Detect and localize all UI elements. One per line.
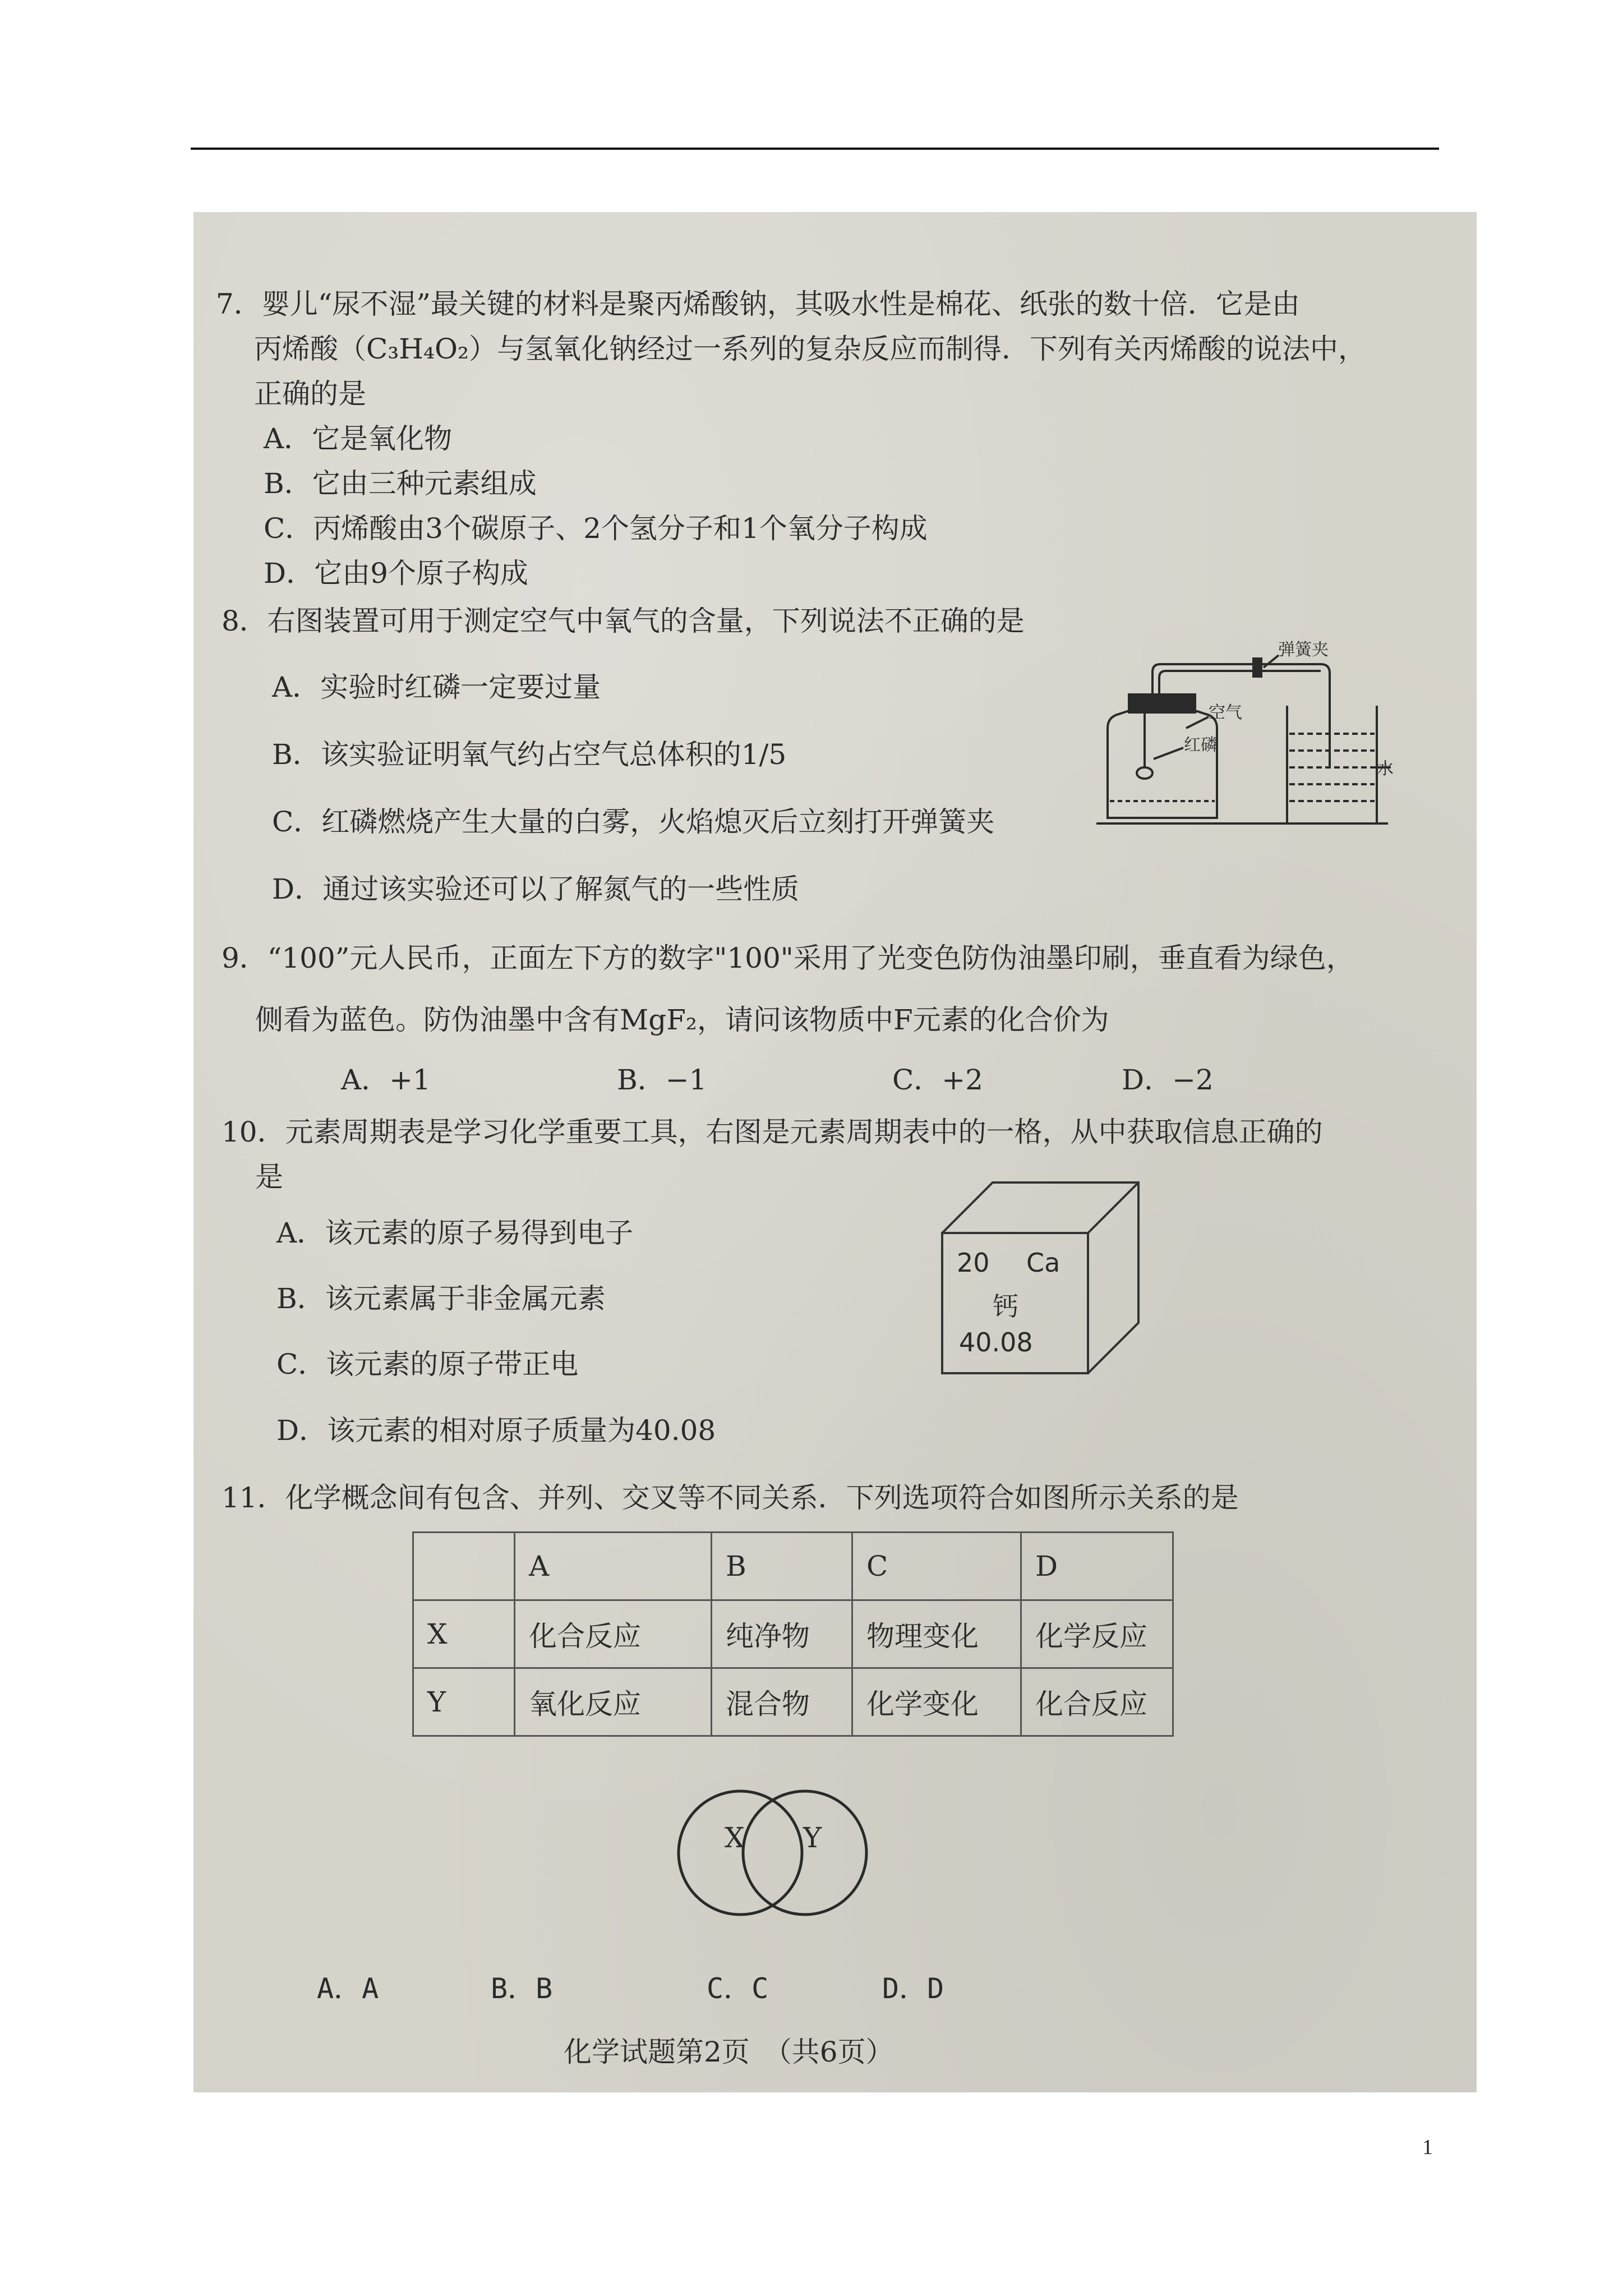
q11-options (193, 1971, 1477, 2007)
figure-label-clip: 弹簧夹 (1278, 640, 1329, 660)
scanned-exam-page (193, 212, 1477, 2092)
q10-option-d: D．该元素的相对原子质量为40.08 (276, 1414, 716, 1447)
q8-option-c: C．红磷燃烧产生大量的白雾，火焰熄灭后立刻打开弹簧夹 (272, 806, 995, 838)
q10-option-a: A．该元素的原子易得到电子 (276, 1217, 634, 1249)
figure-label-water: 水 (1377, 759, 1394, 779)
relation-table (412, 1531, 1174, 1737)
element-name: 钙 (993, 1291, 1018, 1322)
q7-line3: 正确的是 (254, 378, 366, 410)
venn-label-x: X (725, 1821, 745, 1854)
q8-option-b: B．该实验证明氧气约占空气总体积的1/5 (272, 738, 787, 771)
table-cell: 物理变化 (852, 1600, 1021, 1668)
page-number: 1 (1422, 2136, 1433, 2159)
figure-label-air: 空气 (1209, 703, 1242, 723)
figure-label-phosphorus: 红磷 (1184, 735, 1218, 755)
table-header: C (852, 1533, 1021, 1600)
q10-option-c: C．该元素的原子带正电 (276, 1348, 579, 1381)
venn-label-y: Y (803, 1821, 822, 1854)
q11-option-b: B．B (491, 1972, 553, 2005)
table-cell (413, 1533, 515, 1600)
q9-option-a: A．+1 (341, 1064, 431, 1096)
q7-option-b: B．它由三种元素组成 (264, 467, 537, 500)
q9-option-d: D．−2 (1122, 1064, 1214, 1096)
q7-line2: 丙烯酸（C₃H₄O₂）与氢氧化钠经过一系列的复杂反应而制得．下列有关丙烯酸的说法中， (254, 333, 1366, 365)
page-footer: 化学试题第2页 （共6页） (564, 2036, 894, 2068)
q9-options (193, 1062, 1477, 1098)
q7-option-c: C．丙烯酸由3个碳原子、2个氢分子和1个氧分子构成 (264, 512, 928, 545)
element-symbol: Ca (1026, 1248, 1061, 1278)
q8-stem: 8．右图装置可用于测定空气中氧气的含量，下列说法不正确的是 (222, 605, 1025, 637)
table-row (413, 1668, 1173, 1736)
periodic-element-cell (937, 1177, 1150, 1379)
q11-stem: 11．化学概念间有包含、并列、交叉等不同关系．下列选项符合如图所示关系的是 (222, 1481, 1239, 1514)
header-rule (191, 148, 1439, 150)
venn-diagram (673, 1780, 875, 1926)
table-cell: 化学变化 (852, 1668, 1021, 1736)
table-cell: X (413, 1600, 515, 1668)
table-cell: 纯净物 (712, 1600, 852, 1668)
table-row (413, 1600, 1173, 1668)
table-header: B (712, 1533, 852, 1600)
element-atomic-number: 20 (957, 1248, 990, 1278)
q11-option-c: C．C (707, 1972, 769, 2005)
q8-option-a: A．实验时红磷一定要过量 (272, 671, 601, 703)
table-cell: 氧化反应 (515, 1668, 712, 1736)
q11-option-a: A．A (317, 1972, 379, 2005)
spring-clip (1253, 659, 1261, 677)
table-cell: Y (413, 1668, 515, 1736)
rubber-stopper (1129, 694, 1195, 712)
water-beaker (1287, 706, 1377, 823)
table-cell: 化合反应 (1021, 1668, 1173, 1736)
q9-option-c: C．+2 (892, 1064, 983, 1096)
table-header-row (413, 1533, 1173, 1600)
q7-option-a: A．它是氧化物 (264, 422, 453, 455)
table-cell: 化合反应 (515, 1600, 712, 1668)
q8-option-d: D．通过该实验还可以了解氮气的一些性质 (272, 873, 800, 905)
oxygen-apparatus-figure (1085, 640, 1399, 846)
q9-option-b: B．−1 (617, 1064, 707, 1096)
q9-line1: 9．“100”元人民币，正面左下方的数字"100"采用了光变色防伪油墨印刷，垂直看为绿色， (222, 942, 1354, 974)
q11-option-d: D．D (882, 1972, 944, 2005)
q10-line1: 10．元素周期表是学习化学重要工具，右图是元素周期表中的一格，从中获取信息正确的 (222, 1116, 1323, 1148)
q7-option-d: D．它由9个原子构成 (264, 557, 528, 590)
q7-line1: 7．婴儿“尿不湿”最关键的材料是聚丙烯酸钠，其吸水性是棉花、纸张的数十倍．它是由 (216, 288, 1300, 320)
q10-line2: 是 (255, 1161, 283, 1193)
table-cell: 化学反应 (1021, 1600, 1173, 1668)
q9-line2: 侧看为蓝色。防伪油墨中含有MgF₂，请问该物质中F元素的化合价为 (255, 1004, 1109, 1036)
table-header: D (1021, 1533, 1173, 1600)
table-header: A (515, 1533, 712, 1600)
q10-option-b: B．该元素属于非金属元素 (276, 1282, 606, 1315)
table-cell: 混合物 (712, 1668, 852, 1736)
element-atomic-mass: 40.08 (959, 1327, 1033, 1358)
